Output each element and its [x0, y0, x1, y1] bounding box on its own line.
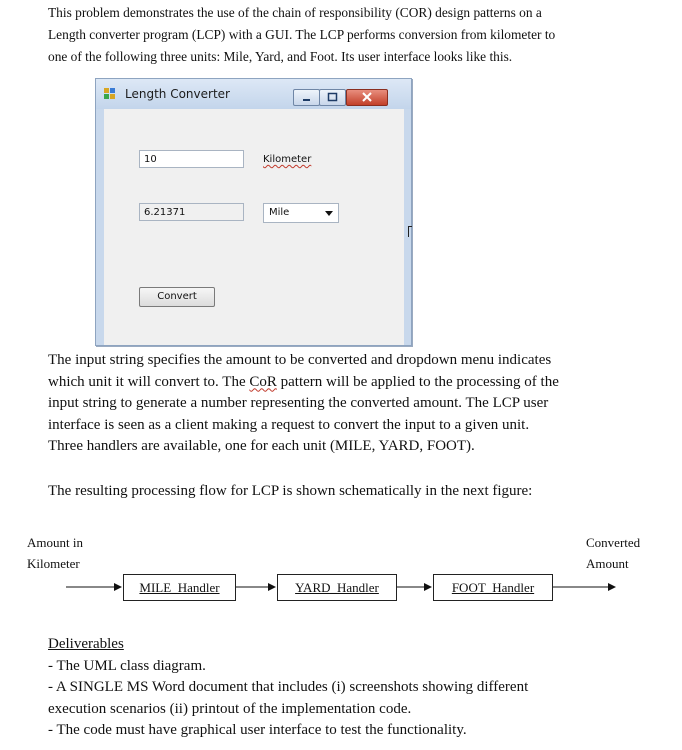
convert-button[interactable]: Convert — [139, 287, 215, 307]
flow-input-label-2: Kilometer — [27, 556, 80, 571]
maximize-icon — [320, 90, 345, 105]
flow-input-label-1: Amount in — [27, 535, 83, 550]
kilometer-label — [263, 154, 311, 165]
foot-handler-box — [433, 574, 553, 601]
description-line: interface is seen as a client making a request to convert the input to a given unit. — [48, 416, 530, 433]
flow-output-label-2: Amount — [586, 556, 629, 571]
unit-dropdown[interactable] — [263, 203, 339, 223]
unit-dropdown-value: Mile — [269, 207, 290, 218]
dropdown-arrow-icon[interactable] — [325, 211, 333, 216]
description-line: input string to generate a number representing the converted amount. The LCP user — [48, 395, 549, 412]
foot-handler-label: FOOT_Handler — [451, 580, 535, 595]
deliverable-item: - The code must have graphical user interface to test the functionality. — [48, 722, 467, 739]
close-button[interactable] — [346, 89, 388, 106]
minimize-icon — [294, 90, 319, 105]
app-icon — [104, 88, 116, 100]
cor-term: CoR — [249, 373, 277, 390]
description-line: Three handlers are available, one for each unit (MILE, YARD, FOOT). — [48, 438, 475, 455]
deliverable-item: - A SINGLE MS Word document that includes (i) screenshots showing different — [48, 679, 529, 696]
description-paragraph — [48, 350, 638, 458]
window-title: Length Converter — [125, 87, 230, 101]
deliverable-item: - The UML class diagram. — [48, 657, 206, 674]
deliverables-section — [48, 634, 638, 742]
mile-handler-label: MILE_Handler — [139, 580, 220, 595]
result-output: 6.21371 — [139, 203, 244, 221]
minimize-button[interactable] — [293, 89, 320, 106]
flow-output-label-1: Converted — [586, 535, 641, 550]
text-cursor-mark — [408, 226, 412, 237]
length-converter-window — [95, 78, 412, 346]
intro-line: one of the following three units: Mile, Yard, and Foot. Its user interface looks like this. — [48, 49, 513, 64]
mile-handler-box — [123, 574, 236, 601]
deliverable-item: execution scenarios (ii) printout of the implementation code. — [48, 700, 412, 717]
maximize-button[interactable] — [319, 89, 346, 106]
intro-line: This problem demonstrates the use of the chain of responsibility (COR) design patterns on a — [48, 5, 542, 20]
close-icon — [347, 90, 387, 105]
description-line: The input string specifies the amount to be converted and dropdown menu indicates — [48, 352, 552, 368]
window-client-area — [104, 109, 404, 345]
kilometer-input[interactable]: 10 — [139, 150, 244, 168]
deliverables-heading: Deliverables — [48, 636, 124, 652]
yard-handler-box — [277, 574, 397, 601]
intro-paragraph — [48, 2, 638, 68]
flow-intro: The resulting processing flow for LCP is shown schematically in the next figure: — [48, 483, 533, 499]
yard-handler-label: YARD_Handler — [295, 580, 379, 595]
window-titlebar — [96, 79, 411, 109]
description-line: which unit it will convert to. The CoR pattern will be applied to the processing of the — [48, 373, 559, 390]
kilometer-label-text: Kilometer — [263, 154, 312, 165]
intro-line: Length converter program (LCP) with a GUI. The LCP performs conversion from kilometer to — [48, 27, 556, 42]
